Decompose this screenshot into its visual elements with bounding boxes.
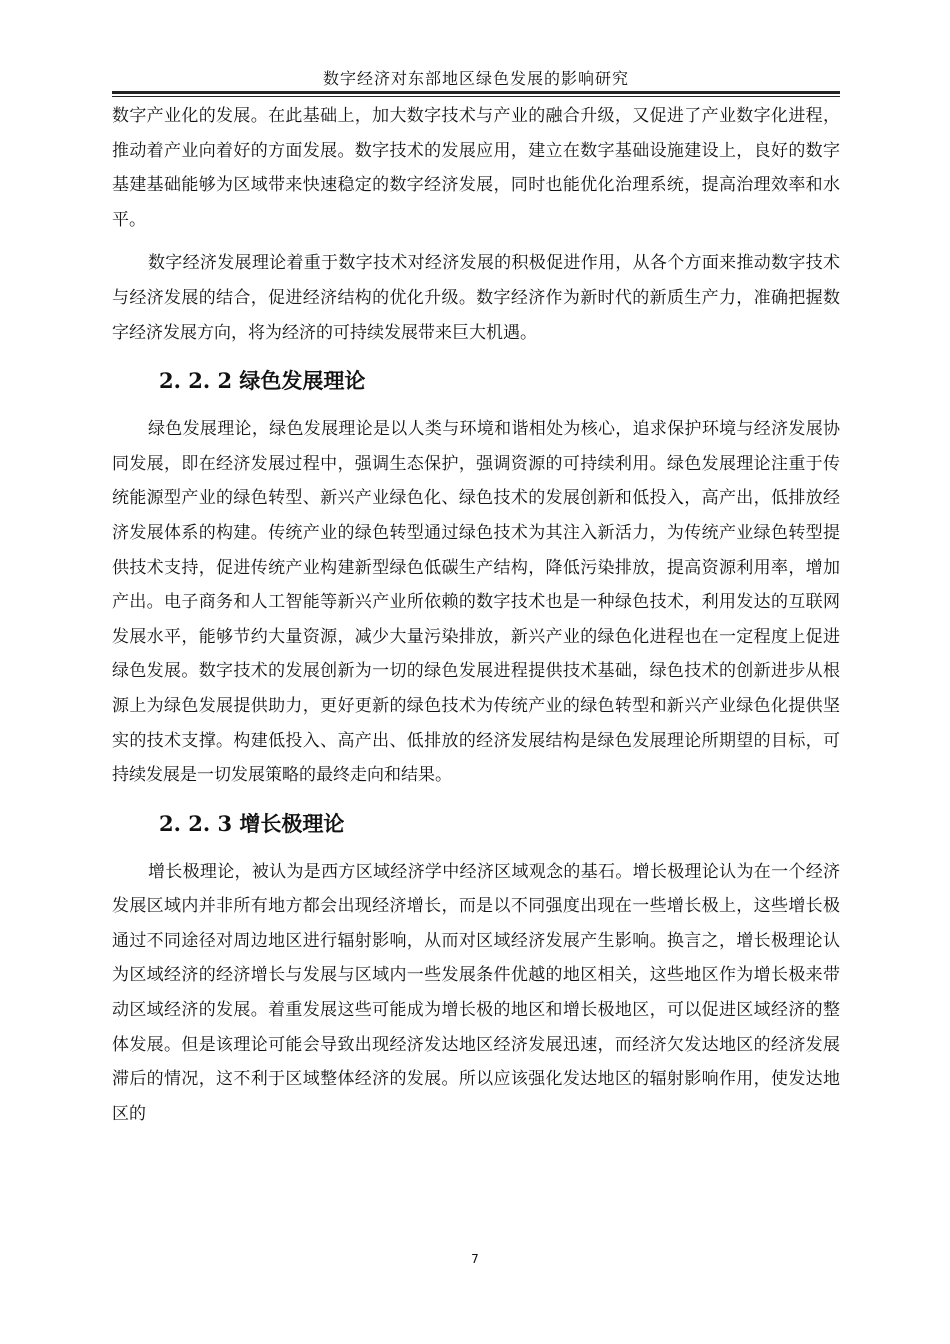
paragraph-1: 数字产业化的发展。在此基础上，加大数字技术与产业的融合升级，又促进了产业数字化进程，推动着产业向着好的方面发展。数字技术的发展应用，建立在数字基础设施建设上，良好的数字基建基础能够为区域带来快速稳定的数字经济发展，同时也能优化治理系统，提高治理效率和水平。 bbox=[112, 106, 840, 230]
page-number: 7 bbox=[471, 1252, 479, 1266]
running-header: 数字经济对东部地区绿色发展的影响研究 bbox=[322, 69, 629, 88]
paragraph-2: 数字经济发展理论着重于数字技术对经济发展的积极促进作用，从各个方面来推动数字技术与经济发展的结合，促进经济结构的优化升级。数字经济作为新时代的新质生产力，准确把握数字经济发展方向，将为经济的可持续发展带来巨大机遇。 bbox=[112, 253, 840, 343]
header-rule-thick bbox=[112, 91, 840, 94]
header-rule-thin bbox=[112, 96, 840, 97]
section-heading-2-2-3: 2. 2. 3 增长极理论 bbox=[159, 810, 345, 836]
paragraph-4: 增长极理论，被认为是西方区域经济学中经济区域观念的基石。增长极理论认为在一个经济发展区域内并非所有地方都会出现经济增长，而是以不同强度出现在一些增长极上，这些增长极通过不同途径对周边地区进行辐射影响，从而对区域经济发展产生影响。换言之，增长极理论认为区域经济的经济增长与发展与区域内一些发展条件优越的地区相关，这些地区作为增长极来带动区域经济的发展。着重发展这些可能成为增长极的地区和增长极地区，可以促进区域经济的整体发展。但是该理论可能会导致出现经济发达地区经济发展迅速，而经济欠发达地区的经济发展滞后的情况，这不利于区域整体经济的发展。所以应该强化发达地区的辐射影响作用，使发达地区的 bbox=[112, 861, 840, 1124]
paragraph-3: 绿色发展理论，绿色发展理论是以人类与环境和谐相处为核心，追求保护环境与经济发展协同发展，即在经济发展过程中，强调生态保护，强调资源的可持续利用。绿色发展理论注重于传统能源型产业的绿色转型、新兴产业绿色化、绿色技术的发展创新和低投入，高产出，低排放经济发展体系的构建。传统产业的绿色转型通过绿色技术为其注入新活力，为传统产业绿色转型提供技术支持，促进传统产业构建新型绿色低碳生产结构，降低污染排放，提高资源利用率，增加产出。电子商务和人工智能等新兴产业所依赖的数字技术也是一种绿色技术，利用发达的互联网发展水平，能够节约大量资源，减少大量污染排放，新兴产业的绿色化进程也在一定程度上促进绿色发展。数字技术的发展创新为一切的绿色发展进程提供技术基础，绿色技术的创新进步从根源上为绿色发展提供助力，更好更新的绿色技术为传统产业的绿色转型和新兴产业绿色化提供坚实的技术支撑。构建低投入、高产出、低排放的经济发展结构是绿色发展理论所期望的目标，可持续发展是一切发展策略的最终走向和结果。 bbox=[112, 419, 840, 786]
body-text bbox=[112, 99, 840, 1131]
section-heading-2-2-2: 2. 2. 2 绿色发展理论 bbox=[159, 368, 366, 394]
